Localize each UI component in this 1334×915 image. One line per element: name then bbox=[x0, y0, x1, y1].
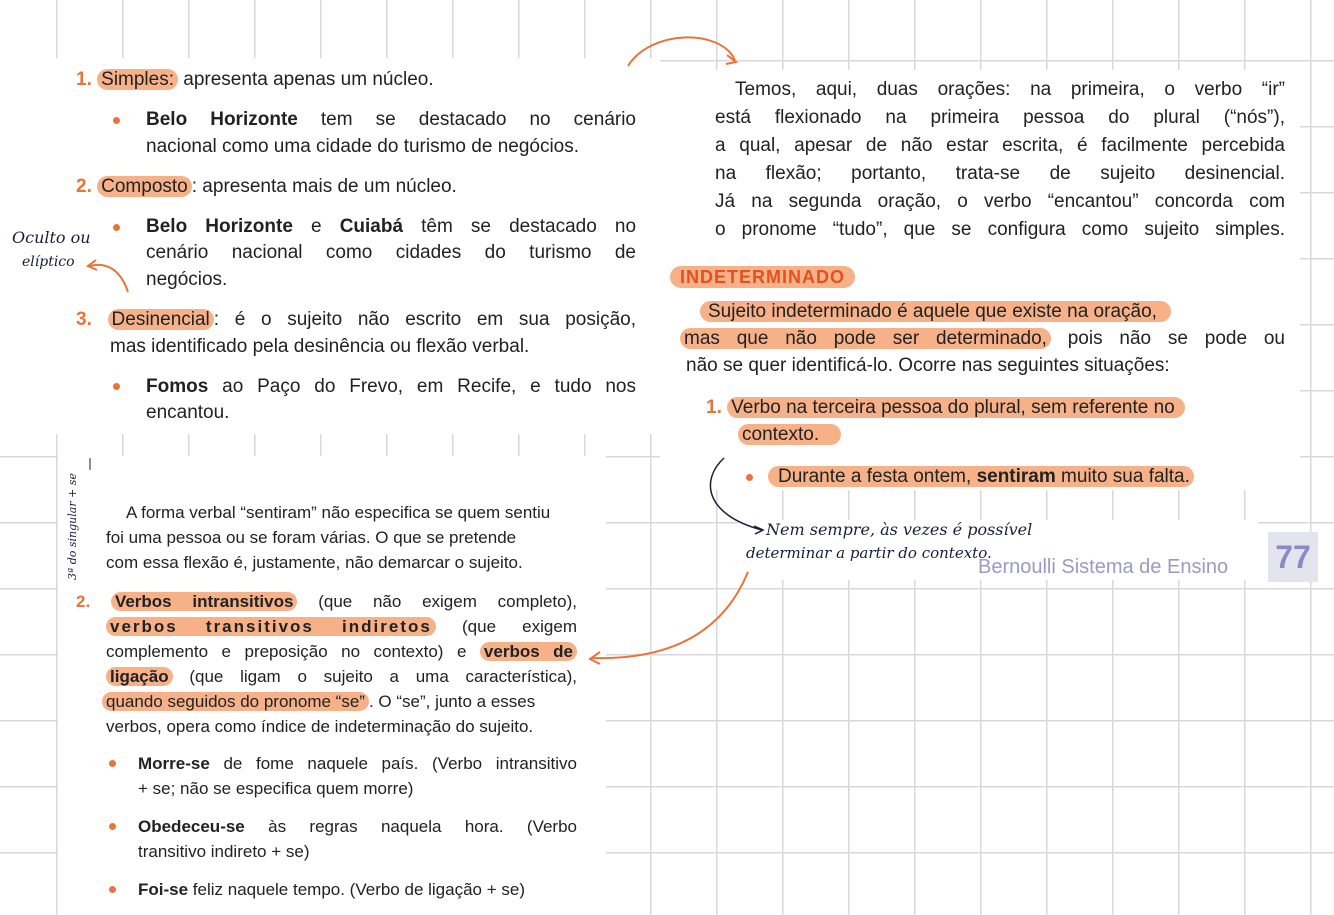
bold-verb: Obedeceu-se bbox=[138, 817, 245, 836]
definition-line3: não se quer identificá-lo. Ocorre nas seguintes situações: bbox=[686, 355, 1170, 376]
bold-verb: sentiram bbox=[976, 466, 1056, 487]
arrow-orange-bottom bbox=[592, 572, 748, 658]
highlighted-term: Verbos intransitivos bbox=[111, 592, 298, 611]
item-text: (que ligam o sujeito a uma característica), bbox=[189, 667, 577, 686]
handwritten-note-line1: Nem sempre, às vezes é possível bbox=[766, 520, 1033, 539]
item-number: 2. bbox=[76, 592, 91, 611]
item-text: : é o sujeito não escrito em sua posição, bbox=[213, 309, 636, 330]
example-text: muito sua falta. bbox=[1061, 466, 1190, 487]
example3-line1 bbox=[146, 375, 636, 399]
highlighted-definition: mas que não pode ser determinado, bbox=[680, 328, 1051, 349]
paragraph-line: na flexão; portanto, trata-se de sujeito desinencial. bbox=[715, 163, 1285, 184]
item-text: (que não exigem completo), bbox=[318, 592, 577, 611]
item-text: (que exigem bbox=[462, 617, 577, 636]
paragraph-line: Já na segunda oração, o verbo “encantou” concorda com bbox=[715, 191, 1285, 212]
note-line1: A forma verbal “sentiram” não especifica se quem sentiu bbox=[126, 503, 551, 522]
example3-line2: encantou. bbox=[146, 402, 230, 423]
bold-verb: Morre-se bbox=[138, 754, 210, 773]
example-text: Durante a festa ontem, bbox=[778, 466, 972, 487]
item3-line2: mas identificado pela desinência ou flexão verbal. bbox=[110, 336, 530, 357]
item1-simples bbox=[76, 68, 434, 92]
bold-subject: Belo Horizonte bbox=[146, 109, 298, 130]
footer-publisher: Bernoulli Sistema de Ensino bbox=[978, 556, 1229, 578]
item-number: 2. bbox=[76, 176, 92, 197]
example-morre-se-line2: + se; não se especifica quem morre) bbox=[138, 779, 414, 798]
item2-line1 bbox=[76, 589, 577, 614]
definition-line2 bbox=[680, 327, 1285, 351]
bullet bbox=[109, 886, 116, 893]
definition-text: pois não se pode ou bbox=[1067, 328, 1285, 349]
example2-line2: cenário nacional como cidades do turismo de bbox=[146, 242, 636, 263]
bullet bbox=[746, 474, 753, 481]
paragraph-line: Temos, aqui, duas orações: na primeira, o verbo “ir” bbox=[735, 79, 1285, 100]
highlighted-item: Verbo na terceira pessoa do plural, sem referente no bbox=[727, 397, 1185, 418]
highlighted-term: verbos de bbox=[480, 642, 577, 661]
item-number: 1. bbox=[706, 397, 722, 418]
bold-subject: Cuiabá bbox=[339, 216, 404, 237]
bullet bbox=[113, 224, 120, 231]
bold-verb: Fomos bbox=[146, 376, 209, 397]
item2-line4 bbox=[106, 664, 577, 689]
item2-line2 bbox=[106, 614, 577, 639]
handwritten-side-note: 3ª do singular + se bbox=[66, 473, 79, 580]
item2-line3 bbox=[106, 639, 577, 664]
indeterminado-item1 bbox=[706, 396, 1185, 420]
handwritten-note-eliptico: elíptico bbox=[22, 254, 75, 270]
example2-line1 bbox=[146, 215, 636, 239]
handwritten-note-line2: determinar a partir do contexto. bbox=[746, 544, 992, 562]
handwritten-note-oculto: Oculto ou bbox=[12, 228, 91, 247]
item2-line5 bbox=[102, 689, 535, 714]
highlighted-term: quando seguidos do pronome “se” bbox=[102, 692, 369, 711]
highlighted-term: verbos transitivos indiretos bbox=[106, 617, 436, 636]
example-morre-se bbox=[138, 751, 577, 776]
item3-desinencial bbox=[76, 308, 636, 332]
highlight-label: Desinencial bbox=[108, 309, 214, 330]
item-number: 3. bbox=[76, 309, 92, 330]
item2-line6: verbos, opera como índice de indeterminação do sujeito. bbox=[106, 717, 534, 736]
note-line3: com essa flexão é, justamente, não demarcar o sujeito. bbox=[106, 553, 523, 572]
item-text: apresenta apenas um núcleo. bbox=[183, 69, 434, 90]
item-text: . O “se”, junto a esses bbox=[368, 692, 536, 711]
example-text: tem se destacado no cenário bbox=[320, 109, 636, 130]
example-foi-se bbox=[138, 877, 525, 902]
highlighted-item: contexto. bbox=[738, 424, 841, 445]
item-text: : apresenta mais de um núcleo. bbox=[191, 176, 457, 197]
bullet bbox=[109, 823, 116, 830]
item-number: 1. bbox=[76, 69, 92, 90]
page-number: 77 bbox=[1268, 532, 1318, 582]
example-text: têm se destacado no bbox=[421, 216, 637, 237]
example-text: de fome naquele país. (Verbo intransitivo bbox=[223, 754, 577, 773]
note-line2: foi uma pessoa ou se foram várias. O que se pretende bbox=[106, 528, 517, 547]
definition-line1 bbox=[700, 300, 1171, 324]
example-text: ao Paço do Frevo, em Recife, e tudo nos bbox=[222, 376, 636, 397]
example-text: às regras naquela hora. (Verbo bbox=[268, 817, 577, 836]
highlighted-term: ligação bbox=[106, 667, 173, 686]
paragraph-line: está flexionado na primeira pessoa do plural (“nós”), bbox=[715, 107, 1285, 128]
highlight-label: Composto bbox=[97, 176, 192, 197]
bullet bbox=[109, 760, 116, 767]
example-obedeceu-se bbox=[138, 814, 577, 839]
paragraph-line: a qual, apesar de não estar escrita, é facilmente percebida bbox=[715, 135, 1285, 156]
highlighted-definition: Sujeito indeterminado é aquele que existe na oração, bbox=[700, 301, 1171, 322]
example1-line2: nacional como uma cidade do turismo de negócios. bbox=[146, 136, 580, 157]
section-title-indeterminado: INDETERMINADO bbox=[670, 266, 855, 288]
bold-verb: Foi-se bbox=[138, 880, 189, 899]
item2-composto bbox=[76, 175, 457, 199]
example1-line1 bbox=[146, 108, 636, 132]
indeterminado-example bbox=[768, 465, 1194, 489]
bullet bbox=[113, 117, 120, 124]
example2-line3: negócios. bbox=[146, 269, 228, 290]
bold-subject: Belo Horizonte bbox=[146, 216, 293, 237]
arrow-head-icon bbox=[726, 55, 736, 64]
paragraph-line: o pronome “tudo”, que se configura como sujeito simples. bbox=[715, 219, 1285, 240]
bullet bbox=[113, 383, 120, 390]
example-text: feliz naquele tempo. (Verbo de ligação + se) bbox=[192, 880, 525, 899]
conjunction: e bbox=[311, 216, 322, 237]
indeterminado-item1-line2 bbox=[738, 423, 841, 447]
example-obedeceu-se-line2: transitivo indireto + se) bbox=[138, 842, 310, 861]
highlight-label: Simples: bbox=[97, 69, 178, 90]
item-text: complemento e preposição no contexto) e bbox=[106, 642, 467, 661]
